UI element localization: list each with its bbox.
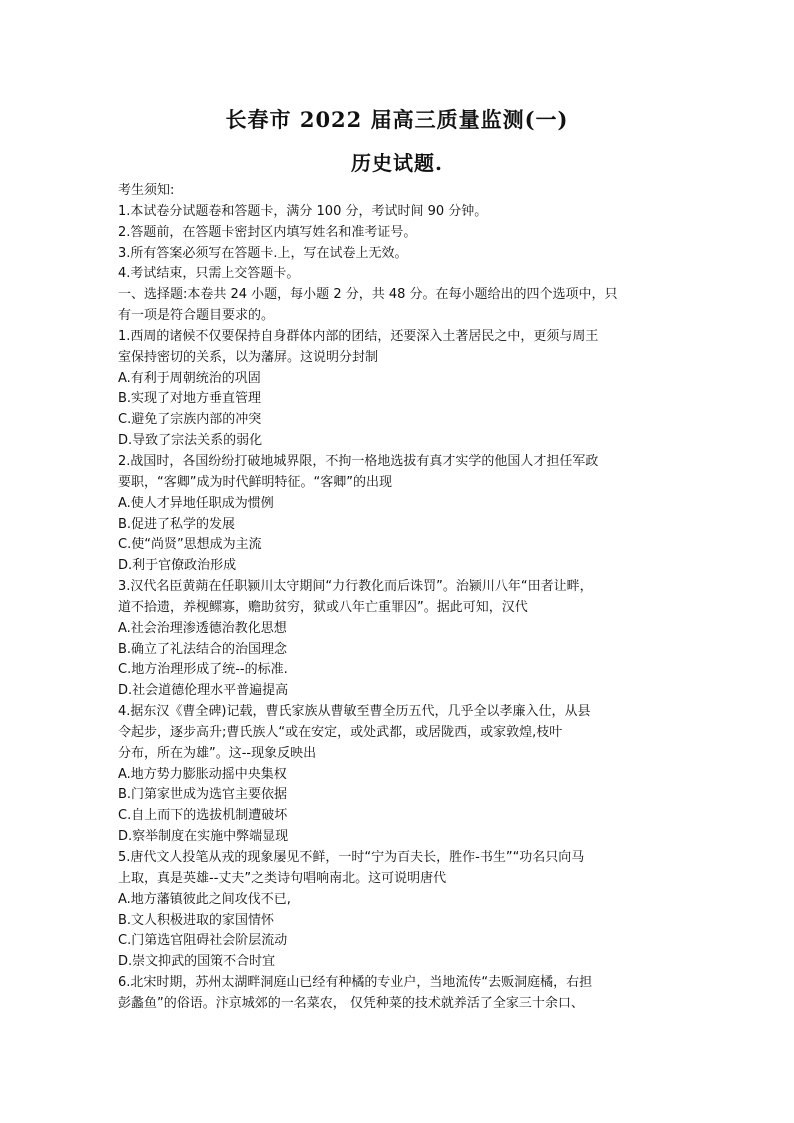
text-line: 5.唐代文人投笔从戎的现象屡见不鲜，一时“宁为百夫长，胜作-书生”“功名只向马 bbox=[118, 850, 585, 865]
text-line: B.确立了礼法结合的治国理念 bbox=[118, 641, 288, 657]
text-line: 1.本试卷分试题卷和答题卡，满分 100 分，考试时间 90 分钟。 bbox=[118, 203, 488, 219]
text-line: 2.答题前，在答题卡密封区内填写姓名和准考证号。 bbox=[118, 224, 417, 240]
text-line: 4.考试结束，只需上交答题卡。 bbox=[118, 266, 300, 282]
text-line: 令起步，逐步高升;曹氏族人“或在安定，或处武都，或居陇西，或家敦煌,枝叶 bbox=[118, 724, 563, 740]
text-line: D.崇文抑武的国策不合时宜 bbox=[118, 954, 276, 970]
text-line: B.实现了对地方垂直管理 bbox=[118, 391, 262, 407]
text-line: 道不拾遗，养枧鳏寡，赡助贫穷，狱或八年亡重罪囚”。据此可知，汉代 bbox=[118, 599, 528, 615]
text-line: 彭蠡鱼”的俗语。汴京城郊的一名菜农， 仅凭种菜的技术就养活了全家三十余口、 bbox=[118, 995, 584, 1011]
text-line: B.文人积极进取的家国情怀 bbox=[118, 912, 275, 928]
text-line: 室保持密切的关系，以为藩屏。这说明分封制 bbox=[118, 349, 379, 365]
text-line: B.门第家世成为选官主要依据 bbox=[118, 787, 288, 803]
text-line: A.使人才异地任职成为惯例 bbox=[118, 495, 274, 511]
text-line: 一、选择题:本卷共 24 小题，每小题 2 分，共 48 分。在每小题给出的四个选项中，只 bbox=[118, 287, 618, 303]
text-line: A.有利于周朝统治的巩固 bbox=[118, 370, 261, 386]
text-line: C.地方治理形成了统--的标准. bbox=[118, 662, 288, 678]
text-line: 2.战国时，各国纷纷打破地城界限，不拘一格地选拔有真才实学的他国人才担任军政 bbox=[118, 453, 599, 469]
text-line: D.导致了宗法关系的弱化 bbox=[118, 433, 263, 449]
exam-subtitle: 历史试题. bbox=[351, 151, 443, 175]
text-line: A.社会治理渗透德治教化思想 bbox=[118, 620, 287, 636]
text-line: 3.所有答案必须写在答题卡.上，写在试卷上无效。 bbox=[118, 245, 408, 261]
text-line: A.地方藩镇彼此之间攻伐不已, bbox=[118, 891, 291, 907]
text-line: C.使“尚贤”思想成为主流 bbox=[118, 537, 262, 553]
text-line: 3.汉代名臣黄蒴在任职颍川太守期间“力行教化而后诛罚”。治颍川八年“田者让畔， bbox=[118, 579, 593, 595]
text-line: A.地方势力膨胀动摇中央集权 bbox=[118, 766, 287, 782]
text-line: C.自上而下的选拔机制遭破坏 bbox=[118, 808, 288, 824]
text-line: C.门第选官阻碍社会阶层流动 bbox=[118, 933, 288, 949]
text-line: 考生须知: bbox=[118, 183, 175, 198]
text-line: 上取，真是英雄--丈夫”之类诗句唱响南北。这可说明唐代 bbox=[118, 870, 447, 886]
text-line: 6.北宋时期，苏州太湖畔洞庭山已经有种橘的专业户，当地流传“去贩洞庭橘，右担 bbox=[118, 975, 593, 991]
text-line: 分布，所在为雄”。这--现象反映出 bbox=[118, 745, 317, 761]
text-line: 有一项是符合题目要求的。 bbox=[118, 308, 275, 324]
text-line: C.避免了宗族内部的冲突 bbox=[118, 412, 262, 428]
text-line: D.社会道德伦理水平普遍提高 bbox=[118, 683, 289, 699]
exam-body bbox=[118, 181, 646, 1015]
text-line: B.促进了私学的发展 bbox=[118, 516, 236, 532]
text-line: 要职，“客卿”成为时代鲜明特征。“客卿”的出现 bbox=[118, 474, 392, 490]
text-line: 1.西周的诸候不仅要保持自身群体内部的团结，还要深入土著居民之中，更须与周王 bbox=[118, 328, 599, 344]
text-line: D.察举制度在实施中弊端显现 bbox=[118, 829, 289, 845]
text-line: D.利于官僚政治形成 bbox=[118, 558, 237, 574]
text-line: 4.据东汉《曹全碑)记载，曹氏家族从曹敏至曹全历五代，几乎全以孝廉入仕，从县 bbox=[118, 704, 591, 720]
exam-title: 长春市 2022 届高三质量监测(一) bbox=[225, 107, 569, 132]
